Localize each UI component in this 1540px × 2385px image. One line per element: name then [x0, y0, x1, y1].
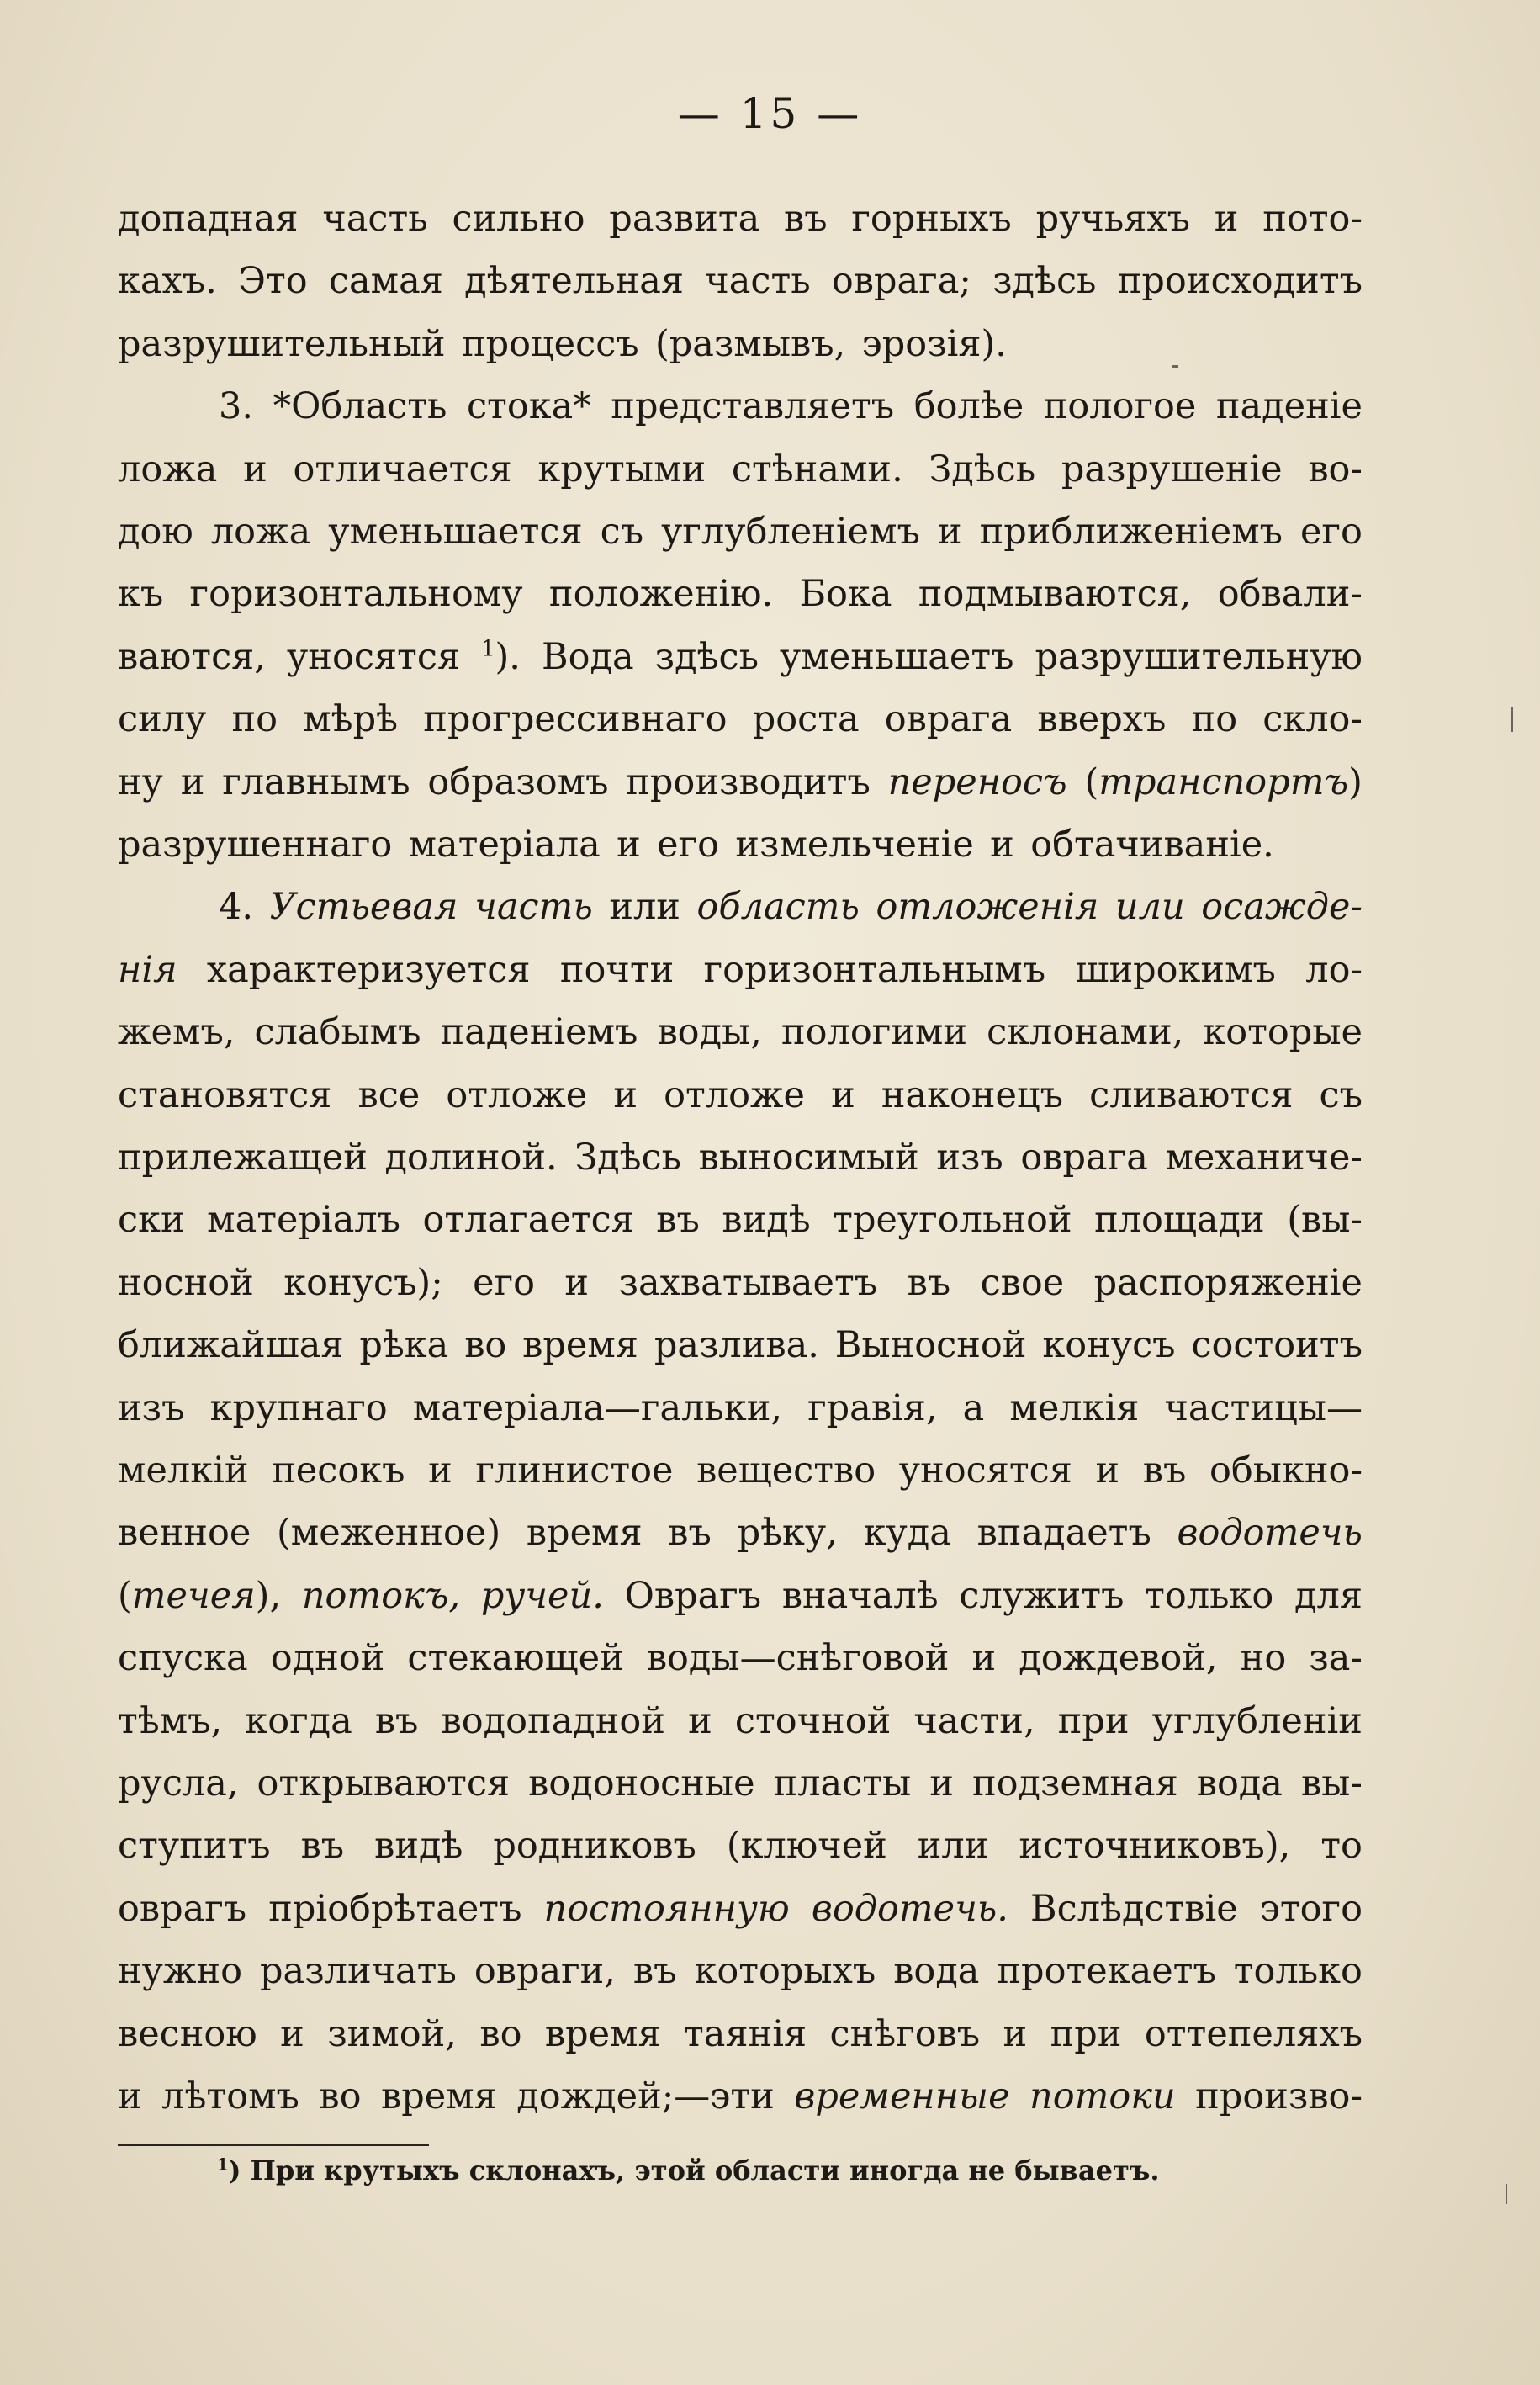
text-line: разрушительный процессъ (размывъ, эрозія). [118, 323, 1007, 365]
paper-speck [1172, 365, 1178, 368]
text-line: дою ложа уменьшается съ углубленіемъ и приближеніемъ его [118, 511, 1363, 553]
text-line: и лѣтомъ во время дождей;—эти временные потоки произво- [118, 2075, 1363, 2117]
text-line: носной конусъ); его и захватываетъ въ свое распоряженіе [118, 1262, 1363, 1304]
text-line: русла, открываются водоносные пласты и подземная вода вы- [118, 1762, 1363, 1805]
text-line: изъ крупнаго матеріала—гальки, гравія, а мелкія частицы— [118, 1387, 1363, 1429]
text-line: мелкій песокъ и глинистое вещество уносятся и въ обыкно- [118, 1450, 1363, 1492]
text-line: къ горизонтальному положенію. Бока подмываются, обвали- [118, 573, 1363, 615]
text-line: жемъ, слабымъ паденіемъ воды, пологими склонами, которые [118, 1011, 1363, 1053]
text-line: оврагъ пріобрѣтаетъ постоянную водотечь. Вслѣдствіе этого [118, 1888, 1363, 1930]
text-line: весною и зимой, во время таянія снѣговъ и при оттепеляхъ [118, 2013, 1363, 2055]
footnote: $^1$) При крутыхъ склонахъ, этой области иногда не бываетъ. [217, 2154, 1160, 2186]
text-line: ложа и отличается крутыми стѣнами. Здѣсь разрушеніе во- [118, 448, 1363, 490]
text-line: (течея), потокъ, ручей. Оврагъ вначалѣ служитъ только для [118, 1575, 1363, 1617]
text-line: разрушеннаго матеріала и его измельченіе и обтачиваніе. [118, 824, 1274, 866]
text-line: нужно различать овраги, въ которыхъ вода протекаетъ только [118, 1950, 1363, 1992]
footnote-divider [118, 2144, 429, 2146]
text-line: ближайшая рѣка во время разлива. Выносной конусъ состоитъ [118, 1324, 1363, 1366]
text-line: тѣмъ, когда въ водопадной и сточной части, при углубленіи [118, 1700, 1363, 1742]
text-line: прилежащей долиной. Здѣсь выносимый изъ оврага механиче- [118, 1137, 1363, 1179]
text-line: 4. Устьевая часть или область отложенія или осажде- [219, 886, 1363, 928]
text-line: ваются, уносятся $^1$). Вода здѣсь уменьшаетъ разрушительную [118, 636, 1363, 678]
paper-speck [1511, 707, 1513, 732]
text-line: допадная часть сильно развита въ горныхъ ручьяхъ и пото- [118, 198, 1363, 240]
text-line: ски матеріалъ отлагается въ видѣ треугольной площади (вы- [118, 1199, 1363, 1241]
text-line: ступитъ въ видѣ родниковъ (ключей или источниковъ), то [118, 1825, 1363, 1867]
paper-speck [1506, 2184, 1507, 2204]
text-line: венное (меженное) время въ рѣку, куда впадаетъ водотечь [118, 1512, 1363, 1554]
text-line: ну и главнымъ образомъ производитъ переносъ (транспортъ) [118, 761, 1363, 803]
text-line: спуска одной стекающей воды—снѣговой и дождевой, но за- [118, 1637, 1363, 1679]
text-line: становятся все отложе и отложе и наконецъ сливаются съ [118, 1074, 1363, 1116]
text-line: 3. *Область стока* представляетъ болѣе пологое паденіе [219, 385, 1363, 427]
text-line: нія характеризуется почти горизонтальнымъ широкимъ ло- [118, 949, 1363, 991]
text-line: силу по мѣрѣ прогрессивнаго роста оврага вверхъ по скло- [118, 698, 1363, 740]
page-number: — 15 — [677, 89, 863, 138]
text-line: кахъ. Это самая дѣятельная часть оврага; здѣсь происходитъ [118, 260, 1363, 302]
